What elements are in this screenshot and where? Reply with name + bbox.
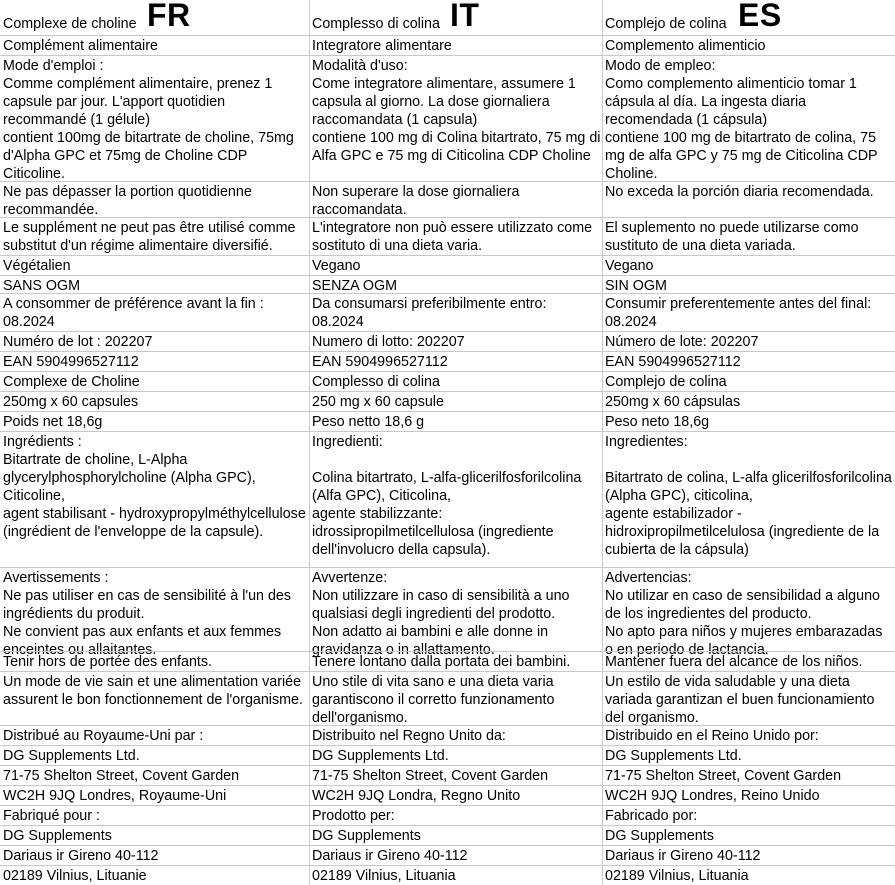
table-cell: Número de lote: 202207: [605, 334, 759, 350]
table-cell: Complesso di colina: [312, 374, 440, 390]
row-divider: [0, 671, 895, 672]
table-cell: Complément alimentaire: [3, 38, 158, 54]
column-header-it: IT: [450, 0, 480, 33]
table-cell: Un estilo de vida saludable y una dieta variada garantizan el buen funcionamiento del organismo.: [605, 674, 875, 726]
table-cell: Uno stile di vita sano e una dieta varia garantiscono il corretto funzionamento dell'organismo.: [312, 674, 555, 726]
table-cell: DG Supplements Ltd.: [312, 748, 449, 764]
table-cell: Ingredienti: Colina bitartrato, L-alfa-glicerilfosforilcolina (Alfa GPC), Citicolina, agente stabilizzante: idrossipropilmetilcellulosa (ingrediente dell'involucro della capsula).: [312, 434, 582, 558]
row-divider: [0, 55, 895, 56]
table-cell: Advertencias: No utilizar en caso de sensibilidad a alguno de los ingredientes del producto. No apto para niños y mujeres embarazadas o en periodo de lactancia.: [605, 570, 883, 658]
row-divider: [0, 351, 895, 352]
table-cell: Ingrédients : Bitartrate de choline, L-Alpha glycerylphosphorylcholine (Alpha GPC), Citicoline, agent stabilisant - hydroxypropylméthylcellulose (ingrédient de l'enveloppe de la capsule).: [3, 434, 306, 540]
table-cell: Avvertenze: Non utilizzare in caso di sensibilità a uno qualsiasi degli ingredienti del prodotto. Non adatto ai bambini e alle donne in gravidanza o in allattamento.: [312, 570, 570, 658]
table-cell: WC2H 9JQ Londra, Regno Unito: [312, 788, 521, 804]
table-cell: Modalità d'uso: Come integratore alimentare, assumere 1 capsula al giorno. La dose giornaliera raccomandata (1 capsula) contiene 100 mg di Colina bitartrato, 75 mg di Alfa GPC e 75 mg di Citicolina CDP Choline: [312, 58, 601, 164]
table-cell: Complemento alimenticio: [605, 38, 766, 54]
table-cell: WC2H 9JQ Londres, Reino Unido: [605, 788, 820, 804]
table-cell: EAN 5904996527112: [312, 354, 448, 370]
table-cell: Complexe de choline: [3, 16, 137, 32]
row-divider: [0, 765, 895, 766]
row-divider: [0, 275, 895, 276]
table-cell: Avertissements : Ne pas utiliser en cas de sensibilité à l'un des ingrédients du produit. Ne convient pas aux enfants et aux femmes enceintes ou allaitantes.: [3, 570, 292, 658]
row-divider: [0, 651, 895, 652]
table-cell: Dariaus ir Gireno 40-112: [312, 848, 468, 864]
table-cell: Modo de empleo: Como complemento alimenticio tomar 1 cápsula al día. La ingesta diaria recomendada (1 cápsula) contiene 100 mg de bitartrato de colina, 75 mg de alfa GPC y 75 mg de Citicolina CDP Choline.: [605, 58, 878, 182]
table-cell: Complejo de colina: [605, 16, 727, 32]
table-cell: 71-75 Shelton Street, Covent Garden: [312, 768, 549, 784]
row-divider: [0, 217, 895, 218]
row-divider: [0, 865, 895, 866]
row-divider: [0, 431, 895, 432]
table-cell: Peso neto 18,6g: [605, 414, 710, 430]
table-cell: Végétalien: [3, 258, 71, 274]
row-divider: [0, 371, 895, 372]
table-cell: Fabriqué pour :: [3, 808, 100, 824]
table-cell: Un mode de vie sain et une alimentation variée assurent le bon fonctionnement de l'organisme.: [3, 674, 303, 708]
table-cell: Distribuido en el Reino Unido por:: [605, 728, 819, 744]
row-divider: [0, 181, 895, 182]
column-divider: [602, 0, 603, 885]
row-divider: [0, 255, 895, 256]
table-cell: Da consumarsi preferibilmente entro: 08.2024: [312, 296, 547, 330]
table-cell: 02189 Vilnius, Lituania: [605, 868, 749, 884]
table-cell: DG Supplements Ltd.: [605, 748, 742, 764]
table-cell: Integratore alimentare: [312, 38, 452, 54]
row-divider: [0, 411, 895, 412]
row-divider: [0, 745, 895, 746]
table-cell: Vegano: [312, 258, 361, 274]
table-cell: Numero di lotto: 202207: [312, 334, 465, 350]
column-header-es: ES: [738, 0, 782, 33]
table-cell: Distribuito nel Regno Unito da:: [312, 728, 506, 744]
table-cell: Distribué au Royaume-Uni par :: [3, 728, 204, 744]
table-cell: SENZA OGM: [312, 278, 397, 294]
table-cell: DG Supplements Ltd.: [3, 748, 140, 764]
column-header-fr: FR: [147, 0, 191, 33]
table-cell: 02189 Vilnius, Lituanie: [3, 868, 147, 884]
row-divider: [0, 293, 895, 294]
table-cell: 250mg x 60 cápsulas: [605, 394, 741, 410]
table-cell: EAN 5904996527112: [605, 354, 741, 370]
table-cell: Consumir preferentemente antes del final: 08.2024: [605, 296, 872, 330]
column-divider: [309, 0, 310, 885]
table-cell: EAN 5904996527112: [3, 354, 139, 370]
table-cell: Dariaus ir Gireno 40-112: [605, 848, 761, 864]
row-divider: [0, 785, 895, 786]
table-cell: Complexe de Choline: [3, 374, 140, 390]
table-cell: A consommer de préférence avant la fin : 08.2024: [3, 296, 264, 330]
table-cell: 250mg x 60 capsules: [3, 394, 139, 410]
table-cell: Non superare la dose giornaliera raccomandata.: [312, 184, 520, 218]
table-cell: Ingredientes: Bitartrato de colina, L-alfa glicerilfosforilcolina (Alpha GPC), citicolina, agente estabilizador - hidroxipropilmetilcelulosa (ingrediente de la cubierta de la cápsula): [605, 434, 892, 558]
table-cell: DG Supplements: [312, 828, 421, 844]
row-divider: [0, 725, 895, 726]
table-cell: Dariaus ir Gireno 40-112: [3, 848, 159, 864]
table-cell: Mode d'emploi : Comme complément alimentaire, prenez 1 capsule par jour. L'apport quotidien recommandé (1 gélule) contient 100mg de bitartrate de choline, 75mg d'Alpha GPC et 75mg de Choline CDP Citicoline.: [3, 58, 294, 182]
table-cell: Tenir hors de portée des enfants.: [3, 654, 213, 670]
table-cell: WC2H 9JQ Londres, Royaume-Uni: [3, 788, 227, 804]
table-cell: No exceda la porción diaria recomendada.: [605, 184, 874, 200]
table-cell: L'integratore non può essere utilizzato come sostituto di una dieta varia.: [312, 220, 593, 254]
table-cell: Le supplément ne peut pas être utilisé comme substitut d'un régime alimentaire diversifié.: [3, 220, 296, 254]
row-divider: [0, 825, 895, 826]
table-cell: Peso netto 18,6 g: [312, 414, 425, 430]
row-divider: [0, 805, 895, 806]
row-divider: [0, 845, 895, 846]
table-cell: Poids net 18,6g: [3, 414, 103, 430]
table-cell: 250 mg x 60 capsule: [312, 394, 444, 410]
table-cell: Fabricado por:: [605, 808, 698, 824]
table-cell: Prodotto per:: [312, 808, 395, 824]
row-divider: [0, 567, 895, 568]
table-cell: Numéro de lot : 202207: [3, 334, 153, 350]
table-cell: Vegano: [605, 258, 654, 274]
table-cell: Tenere lontano dalla portata dei bambini.: [312, 654, 571, 670]
table-cell: 71-75 Shelton Street, Covent Garden: [3, 768, 240, 784]
table-cell: DG Supplements: [605, 828, 714, 844]
table-cell: 71-75 Shelton Street, Covent Garden: [605, 768, 842, 784]
table-cell: DG Supplements: [3, 828, 112, 844]
table-cell: Complesso di colina: [312, 16, 440, 32]
table-cell: Ne pas dépasser la portion quotidienne recommandée.: [3, 184, 252, 218]
table-cell: Mantener fuera del alcance de los niños.: [605, 654, 863, 670]
table-cell: SANS OGM: [3, 278, 81, 294]
table-cell: El suplemento no puede utilizarse como sustituto de una dieta variada.: [605, 220, 859, 254]
row-divider: [0, 35, 895, 36]
table-cell: SIN OGM: [605, 278, 667, 294]
table-cell: 02189 Vilnius, Lituania: [312, 868, 456, 884]
row-divider: [0, 331, 895, 332]
row-divider: [0, 391, 895, 392]
table-cell: Complejo de colina: [605, 374, 727, 390]
